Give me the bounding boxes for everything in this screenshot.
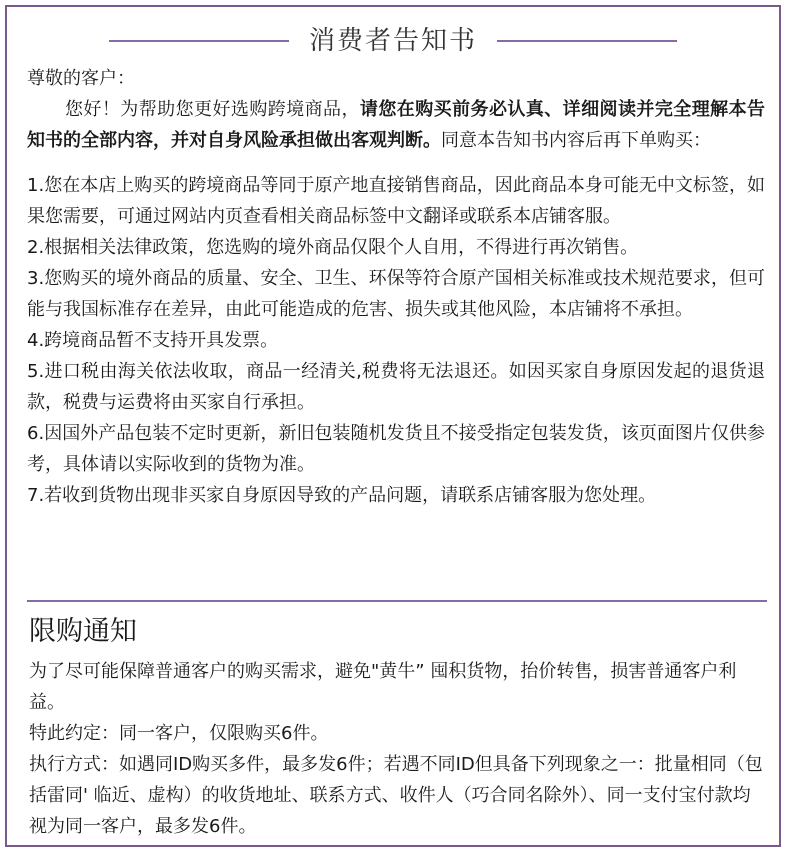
page-title: 消费者告知书 <box>308 26 477 56</box>
greeting: 尊敬的客户： <box>27 68 135 89</box>
list-item: 3.您购买的境外商品的质量、安全、卫生、环保等符合原产国相关标准或技术规范要求，但可能与我国标准存在差异，由此可能造成的危害、损失或其他风险，本店铺将不承担。 <box>27 268 765 320</box>
section-divider <box>27 600 767 602</box>
notice-list <box>27 170 765 511</box>
limit-paragraph: 为了尽可能保障普通客户的购买需求，避免"黄牛” 囤积货物，抬价转售，损害普通客户利益。 <box>29 661 737 713</box>
intro-text-1: 您好！为帮助您更好选购跨境商品， <box>65 99 360 120</box>
list-item: 2.根据相关法律政策，您选购的境外商品仅限个人自用，不得进行再次销售。 <box>27 237 639 258</box>
list-item: 5.进口税由海关依法收取，商品一经清关,税费将无法退还。如因买家自身原因发起的退货退款，税费与运费将由买家自行承担。 <box>27 361 765 413</box>
intro-text-2: 同意本告知书内容后再下单购买： <box>441 130 711 151</box>
list-item: 4.跨境商品暂不支持开具发票。 <box>27 330 279 351</box>
title-left-divider <box>109 40 289 42</box>
notice-frame <box>5 5 781 847</box>
limit-paragraph: 执行方式：如遇同ID购买多件，最多发6件；若遇不同ID但具备下列现象之一：批量相同（包括雷同' 临近、虚构）的收货地址、联系方式、收件人（巧合同名除外）、同一支付宝付款均视为同一客户，最多发6件。 <box>29 754 763 837</box>
list-item: 7.若收到货物出现非买家自身原因导致的产品问题，请联系店铺客服为您处理。 <box>27 485 657 506</box>
intro-paragraph <box>27 94 765 156</box>
list-item: 1.您在本店上购买的跨境商品等同于原产地直接销售商品，因此商品本身可能无中文标签，如果您需要，可通过网站内页查看相关商品标签中文翻译或联系本店铺客服。 <box>27 175 765 227</box>
list-item: 6.因国外产品包装不定时更新，新旧包装随机发货且不接受指定包装发货，该页面图片仅供参考，具体请以实际收到的货物为准。 <box>27 423 765 475</box>
consumer-notice-section <box>27 63 765 511</box>
intro-bold-text: 请您在购买前务必认真、详细阅读并完全理解本告知书的全部内容，并对自身风险承担做出客观判断。 <box>27 99 766 151</box>
title-right-divider <box>497 40 677 42</box>
limit-title: 限购通知 <box>29 616 137 647</box>
title-row <box>7 21 779 61</box>
purchase-limit-section <box>29 612 765 842</box>
limit-paragraph: 特此约定：同一客户，仅限购买6件。 <box>29 723 329 744</box>
